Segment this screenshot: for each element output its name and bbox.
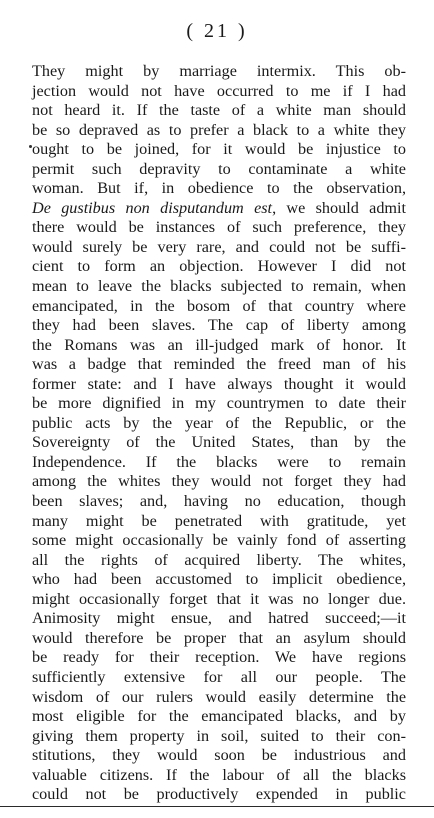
bottom-rule [0, 806, 434, 807]
text-line: not heard it. If the taste of a white man should [32, 101, 406, 120]
text-line: be more dignified in my countrymen to date their [32, 394, 406, 413]
text-line: the Romans was an ill-judged mark of honor. It [32, 335, 406, 354]
text-line: they had been slaves. The cap of liberty among [32, 316, 406, 335]
text-line: be ready for their reception. We have regions [32, 648, 406, 667]
text-line: public acts by the year of the Republic, or the [32, 413, 406, 432]
text-line: be so depraved as to prefer a black to a white they [32, 120, 406, 139]
text-line: been slaves; and, having no education, though [32, 492, 406, 511]
text-line: would therefore be proper that an asylum should [32, 628, 406, 647]
text-line: They might by marriage intermix. This ob- [32, 62, 406, 80]
page-number: ( 21 ) [186, 20, 248, 42]
text-line: Independence. If the blacks were to remain [32, 452, 406, 471]
text-line: wisdom of our rulers would easily determine the [32, 687, 406, 706]
text-line: would surely be very rare, and could not be suffi- [32, 237, 406, 256]
text-line: permit such depravity to contaminate a white [32, 159, 406, 178]
text-line: stitutions, they would soon be industrious and [32, 746, 406, 765]
text-line: some might occasionally be vainly fond of asserting [32, 531, 406, 550]
text-line: emancipated, in the bosom of that country where [32, 296, 406, 315]
text-line: among the whites they would not forget they had [32, 472, 406, 491]
body-text [32, 62, 406, 805]
text-line: giving them property in soil, suited to their con- [32, 726, 406, 745]
text-line: who had been accustomed to implicit obedience, [32, 570, 406, 589]
text-line-latin-quote [32, 199, 406, 219]
text-line: Sovereignty of the United States, than by the [32, 433, 406, 452]
text-line: sufficiently extensive for all our people. The [32, 667, 406, 686]
text-line: cient to form an objection. However I did not [32, 257, 406, 276]
latin-quote: De gustibus non disputandum est [32, 198, 273, 217]
text-line: was a badge that reminded the freed man of his [32, 355, 406, 374]
text-line: jection would not have occurred to me if I had [32, 81, 406, 100]
text-line: all the rights of acquired liberty. The whites, [32, 550, 406, 569]
text-line: mean to leave the blacks subjected to remain, when [32, 277, 406, 296]
text-line: many might be penetrated with gratitude, yet [32, 511, 406, 530]
text-line: Animosity might ensue, and hatred succeed;—it [32, 609, 406, 628]
text-line: might occasionally forget that it was no longer due. [32, 589, 406, 608]
text-line: ought to be joined, for it would be injustice to [32, 140, 406, 159]
latin-quote-continuation: , we should admit [272, 198, 406, 217]
text-line: former state: and I have always thought it would [32, 374, 406, 393]
text-line: there would be instances of such preference, they [32, 218, 406, 237]
text-line: could not be productively expended in public [32, 785, 406, 804]
text-line: valuable citizens. If the labour of all the blacks [32, 765, 406, 784]
text-line: woman. But if, in obedience to the observation, [32, 179, 406, 198]
text-line: most eligible for the emancipated blacks, and by [32, 707, 406, 726]
